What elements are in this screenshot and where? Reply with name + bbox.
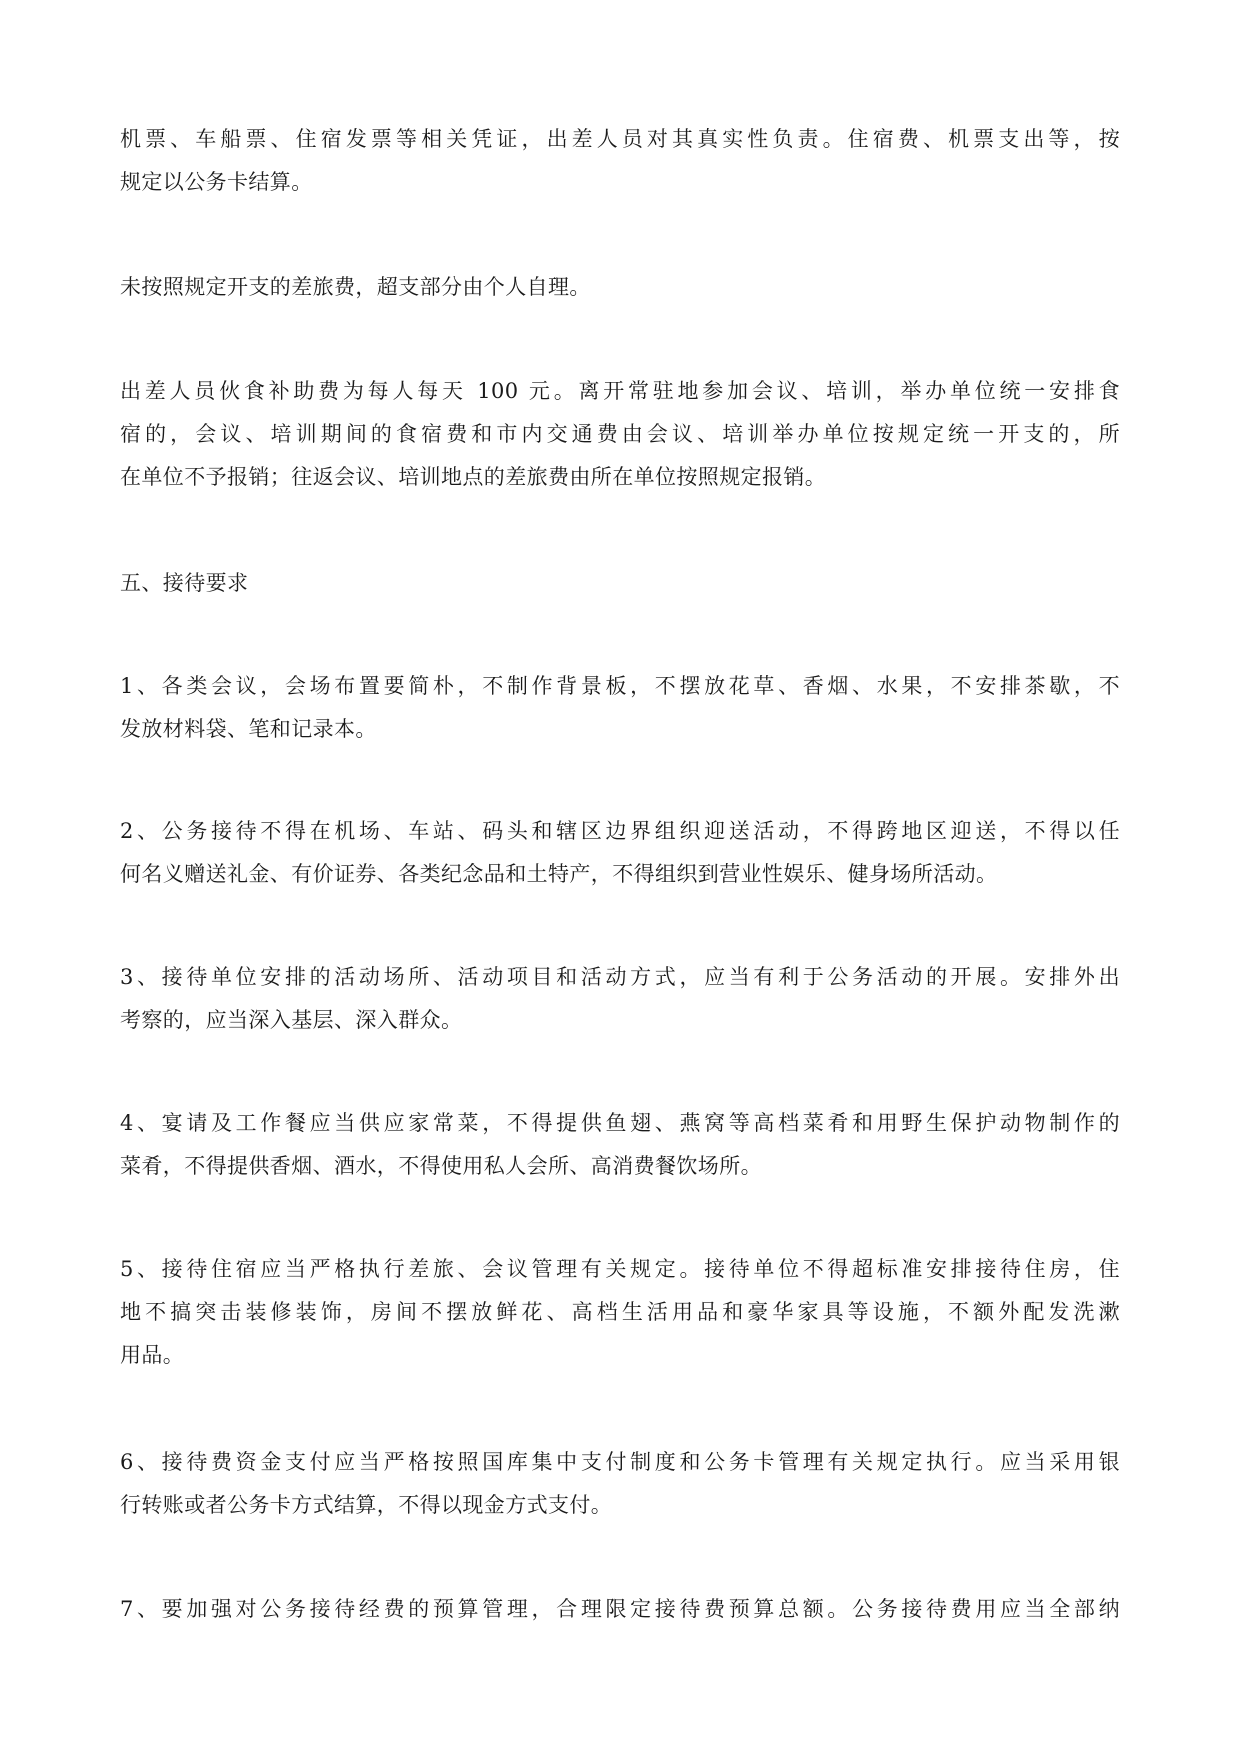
heading-text: 五、接待要求 <box>120 571 249 595</box>
text-line: 出差人员伙食补助费为每人每天 100 元。离开常驻地参加会议、培训，举办单位统一安排食 <box>120 379 1120 403</box>
text-line: 发放材料袋、笔和记录本。 <box>120 717 377 741</box>
list-item-2 <box>120 810 1120 896</box>
text-line: 3、接待单位安排的活动场所、活动项目和活动方式，应当有利于公务活动的开展。安排外出 <box>120 965 1120 989</box>
list-item-1 <box>120 665 1120 751</box>
list-item-7 <box>120 1588 1120 1631</box>
text-line: 6、接待费资金支付应当严格按照国库集中支付制度和公务卡管理有关规定执行。应当采用银 <box>120 1450 1120 1474</box>
text-line: 在单位不予报销；往返会议、培训地点的差旅费由所在单位按照规定报销。 <box>120 465 827 489</box>
text-line: 1、各类会议，会场布置要简朴，不制作背景板，不摆放花草、香烟、水果，不安排茶歇，不 <box>120 674 1120 698</box>
text-line: 菜肴，不得提供香烟、酒水，不得使用私人会所、高消费餐饮场所。 <box>120 1154 762 1178</box>
text-line: 行转账或者公务卡方式结算，不得以现金方式支付。 <box>120 1493 613 1517</box>
list-item-6 <box>120 1441 1120 1527</box>
text-line: 考察的，应当深入基层、深入群众。 <box>120 1008 463 1032</box>
text-line: 未按照规定开支的差旅费，超支部分由个人自理。 <box>120 275 591 299</box>
list-item-3 <box>120 956 1120 1042</box>
text-line: 2、公务接待不得在机场、车站、码头和辖区边界组织迎送活动，不得跨地区迎送，不得以任 <box>120 819 1120 843</box>
paragraph-receipts <box>120 118 1120 204</box>
text-line: 5、接待住宿应当严格执行差旅、会议管理有关规定。接待单位不得超标准安排接待住房，住 <box>120 1257 1120 1281</box>
list-item-5 <box>120 1248 1120 1377</box>
list-item-4 <box>120 1102 1120 1188</box>
text-line: 4、宴请及工作餐应当供应家常菜，不得提供鱼翅、燕窝等高档菜肴和用野生保护动物制作的 <box>120 1111 1120 1135</box>
text-line: 规定以公务卡结算。 <box>120 170 313 194</box>
text-line: 7、要加强对公务接待经费的预算管理，合理限定接待费预算总额。公务接待费用应当全部纳 <box>120 1597 1120 1621</box>
text-line: 用品。 <box>120 1343 185 1367</box>
text-line: 宿的，会议、培训期间的食宿费和市内交通费由会议、培训举办单位按规定统一开支的，所 <box>120 422 1120 446</box>
text-line: 何名义赠送礼金、有价证券、各类纪念品和土特产，不得组织到营业性娱乐、健身场所活动。 <box>120 862 998 886</box>
text-line: 地不搞突击装修装饰，房间不摆放鲜花、高档生活用品和豪华家具等设施，不额外配发洗漱 <box>120 1300 1120 1324</box>
paragraph-meal-allowance <box>120 370 1120 499</box>
paragraph-overspend <box>120 266 1120 309</box>
section-heading-reception <box>120 562 1120 605</box>
text-line: 机票、车船票、住宿发票等相关凭证，出差人员对其真实性负责。住宿费、机票支出等，按 <box>120 127 1120 151</box>
